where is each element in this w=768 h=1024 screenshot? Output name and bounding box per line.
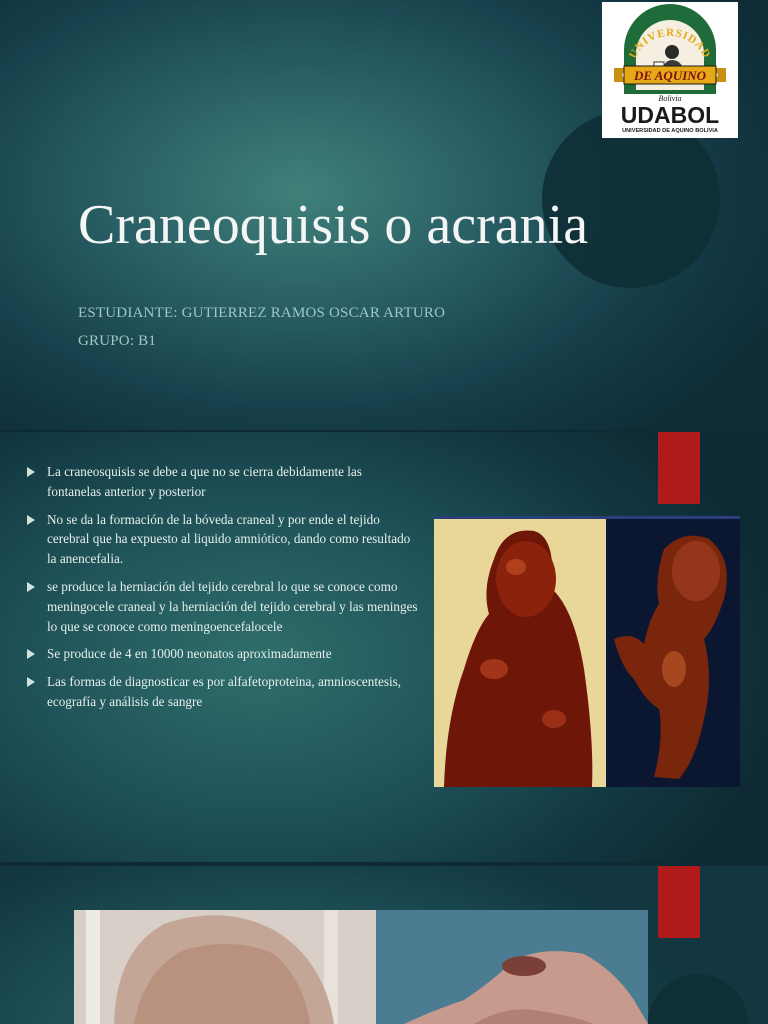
title-slide <box>0 0 768 430</box>
accent-bar <box>658 432 700 504</box>
logo-country: Bolivia <box>658 94 682 103</box>
udabol-logo <box>602 2 738 138</box>
bullet-arrow-icon <box>27 515 35 525</box>
logo-ribbon-text: DE AQUINO <box>633 68 707 83</box>
clinical-photo <box>74 910 648 1024</box>
udabol-logo-graphic <box>602 2 738 138</box>
bullet-text: Se produce de 4 en 10000 neonatos aproximadamente <box>47 646 332 662</box>
bullet-list <box>26 462 418 720</box>
group-label: GRUPO: B1 <box>78 333 157 349</box>
clinical-photo-graphic <box>434 519 740 787</box>
list-item <box>26 672 418 712</box>
bullet-text: se produce la herniación del tejido cerebral lo que se conoce como meningocele craneal y la herniación del tejido cerebral y las meninges lo que se conoce como meningoencefalocele <box>47 578 418 634</box>
image-slide <box>0 866 768 1024</box>
slide-title: Craneoquisis o acrania <box>78 194 589 256</box>
bullet-text: La craneosquisis se debe a que no se cierra debidamente las fontanelas anterior y posterior <box>47 464 362 499</box>
list-item <box>26 644 418 664</box>
logo-tagline: UNIVERSIDAD DE AQUINO BOLIVIA <box>622 128 718 134</box>
bullet-arrow-icon <box>27 677 35 687</box>
bullet-arrow-icon <box>27 649 35 659</box>
list-item <box>26 462 418 502</box>
student-name: ESTUDIANTE: GUTIERREZ RAMOS OSCAR ARTURO <box>78 305 446 321</box>
bullet-text: No se da la formación de la bóveda craneal y por ende el tejido cerebral que ha expuesto al liquido amniótico, dando como resultado la anencefalia. <box>47 511 411 567</box>
decorative-circle <box>648 974 748 1024</box>
accent-bar <box>658 866 700 938</box>
list-item <box>26 510 418 569</box>
content-slide <box>0 432 768 862</box>
clinical-photo <box>434 516 740 787</box>
bullet-text: Las formas de diagnosticar es por alfafetoproteina, amnioscentesis, ecografía y análisis de sangre <box>47 674 402 709</box>
logo-arc-text: UNIVERSIDAD <box>626 26 714 61</box>
list-item <box>26 577 418 636</box>
bullet-arrow-icon <box>27 467 35 477</box>
bullet-arrow-icon <box>27 582 35 592</box>
clinical-photo-graphic <box>74 910 648 1024</box>
logo-brand: UDABOL <box>620 102 720 128</box>
